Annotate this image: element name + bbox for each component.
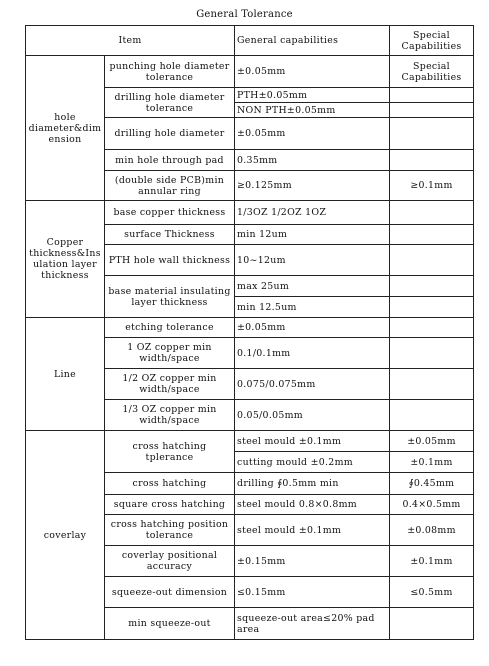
- general-cell: min 12um: [235, 225, 390, 245]
- group-hole-dimension: hole diameter&dimension: [26, 56, 105, 201]
- table-row: [26, 201, 474, 225]
- general-cell: 0.075/0.075mm: [235, 369, 390, 400]
- item-cell: PTH hole wall thickness: [105, 245, 235, 276]
- item-cell: base material insulating layer thickness: [105, 276, 235, 318]
- special-cell: [390, 369, 474, 400]
- table-header-row: [26, 26, 474, 56]
- table-row: [26, 431, 474, 452]
- general-cell: ±0.15mm: [235, 546, 390, 577]
- special-cell: [390, 318, 474, 338]
- item-cell: 1 OZ copper min width/space: [105, 338, 235, 369]
- item-cell: (double side PCB)min annular ring: [105, 171, 235, 201]
- item-cell: squeeze-out dimension: [105, 577, 235, 608]
- special-cell: [390, 150, 474, 171]
- general-cell: ≤0.15mm: [235, 577, 390, 608]
- item-cell: cross hatching: [105, 473, 235, 495]
- special-cell: [390, 400, 474, 431]
- group-line: Line: [26, 318, 105, 431]
- general-cell: steel mould ±0.1mm: [235, 515, 390, 546]
- special-cell: ±0.1mm: [390, 546, 474, 577]
- special-cell: ∮0.45mm: [390, 473, 474, 495]
- header-special: Special Capabilities: [390, 26, 474, 56]
- special-cell: Special Capabilities: [390, 56, 474, 88]
- special-cell: [390, 245, 474, 276]
- special-cell: [390, 608, 474, 640]
- item-cell: cross hatching tplerance: [105, 431, 235, 473]
- general-cell: squeeze-out area≤20% pad area: [235, 608, 390, 640]
- item-cell: min squeeze-out: [105, 608, 235, 640]
- general-cell: PTH±0.05mm: [235, 88, 390, 103]
- item-cell: square cross hatching: [105, 495, 235, 515]
- table-row: [26, 318, 474, 338]
- special-cell: [390, 88, 474, 103]
- general-cell: ±0.05mm: [235, 318, 390, 338]
- general-cell: 10~12um: [235, 245, 390, 276]
- general-cell: 1/3OZ 1/2OZ 1OZ: [235, 201, 390, 225]
- special-cell: ±0.05mm: [390, 431, 474, 452]
- special-cell: [390, 338, 474, 369]
- item-cell: base copper thickness: [105, 201, 235, 225]
- special-cell: [390, 103, 474, 118]
- item-cell: cross hatching position tolerance: [105, 515, 235, 546]
- tolerance-table: [25, 25, 474, 640]
- item-cell: 1/3 OZ copper min width/space: [105, 400, 235, 431]
- general-cell: steel mould ±0.1mm: [235, 431, 390, 452]
- special-cell: [390, 297, 474, 318]
- general-cell: ±0.05mm: [235, 118, 390, 150]
- special-cell: [390, 225, 474, 245]
- general-cell: steel mould 0.8×0.8mm: [235, 495, 390, 515]
- special-cell: [390, 118, 474, 150]
- item-cell: surface Thickness: [105, 225, 235, 245]
- general-cell: 0.1/0.1mm: [235, 338, 390, 369]
- item-cell: punching hole diameter tolerance: [105, 56, 235, 88]
- special-cell: ±0.08mm: [390, 515, 474, 546]
- header-general: General capabilities: [235, 26, 390, 56]
- general-cell: ≥0.125mm: [235, 171, 390, 201]
- item-cell: min hole through pad: [105, 150, 235, 171]
- page-title: General Tolerance: [196, 9, 293, 20]
- special-cell: [390, 201, 474, 225]
- special-cell: 0.4×0.5mm: [390, 495, 474, 515]
- item-cell: etching tolerance: [105, 318, 235, 338]
- header-item: Item: [26, 26, 235, 56]
- general-cell: cutting mould ±0.2mm: [235, 452, 390, 473]
- general-cell: max 25um: [235, 276, 390, 297]
- special-cell: ≤0.5mm: [390, 577, 474, 608]
- general-cell: drilling ∮0.5mm min: [235, 473, 390, 495]
- special-cell: [390, 276, 474, 297]
- item-cell: drilling hole diameter tolerance: [105, 88, 235, 118]
- general-cell: ±0.05mm: [235, 56, 390, 88]
- special-cell: ±0.1mm: [390, 452, 474, 473]
- special-cell: ≥0.1mm: [390, 171, 474, 201]
- table-row: [26, 56, 474, 88]
- general-cell: 0.05/0.05mm: [235, 400, 390, 431]
- group-copper-thickness: Copper thickness&Insulation layer thickness: [26, 201, 105, 318]
- item-cell: coverlay positional accuracy: [105, 546, 235, 577]
- item-cell: 1/2 OZ copper min width/space: [105, 369, 235, 400]
- general-cell: 0.35mm: [235, 150, 390, 171]
- item-cell: drilling hole diameter: [105, 118, 235, 150]
- general-cell: NON PTH±0.05mm: [235, 103, 390, 118]
- general-cell: min 12.5um: [235, 297, 390, 318]
- group-coverlay: coverlay: [26, 431, 105, 640]
